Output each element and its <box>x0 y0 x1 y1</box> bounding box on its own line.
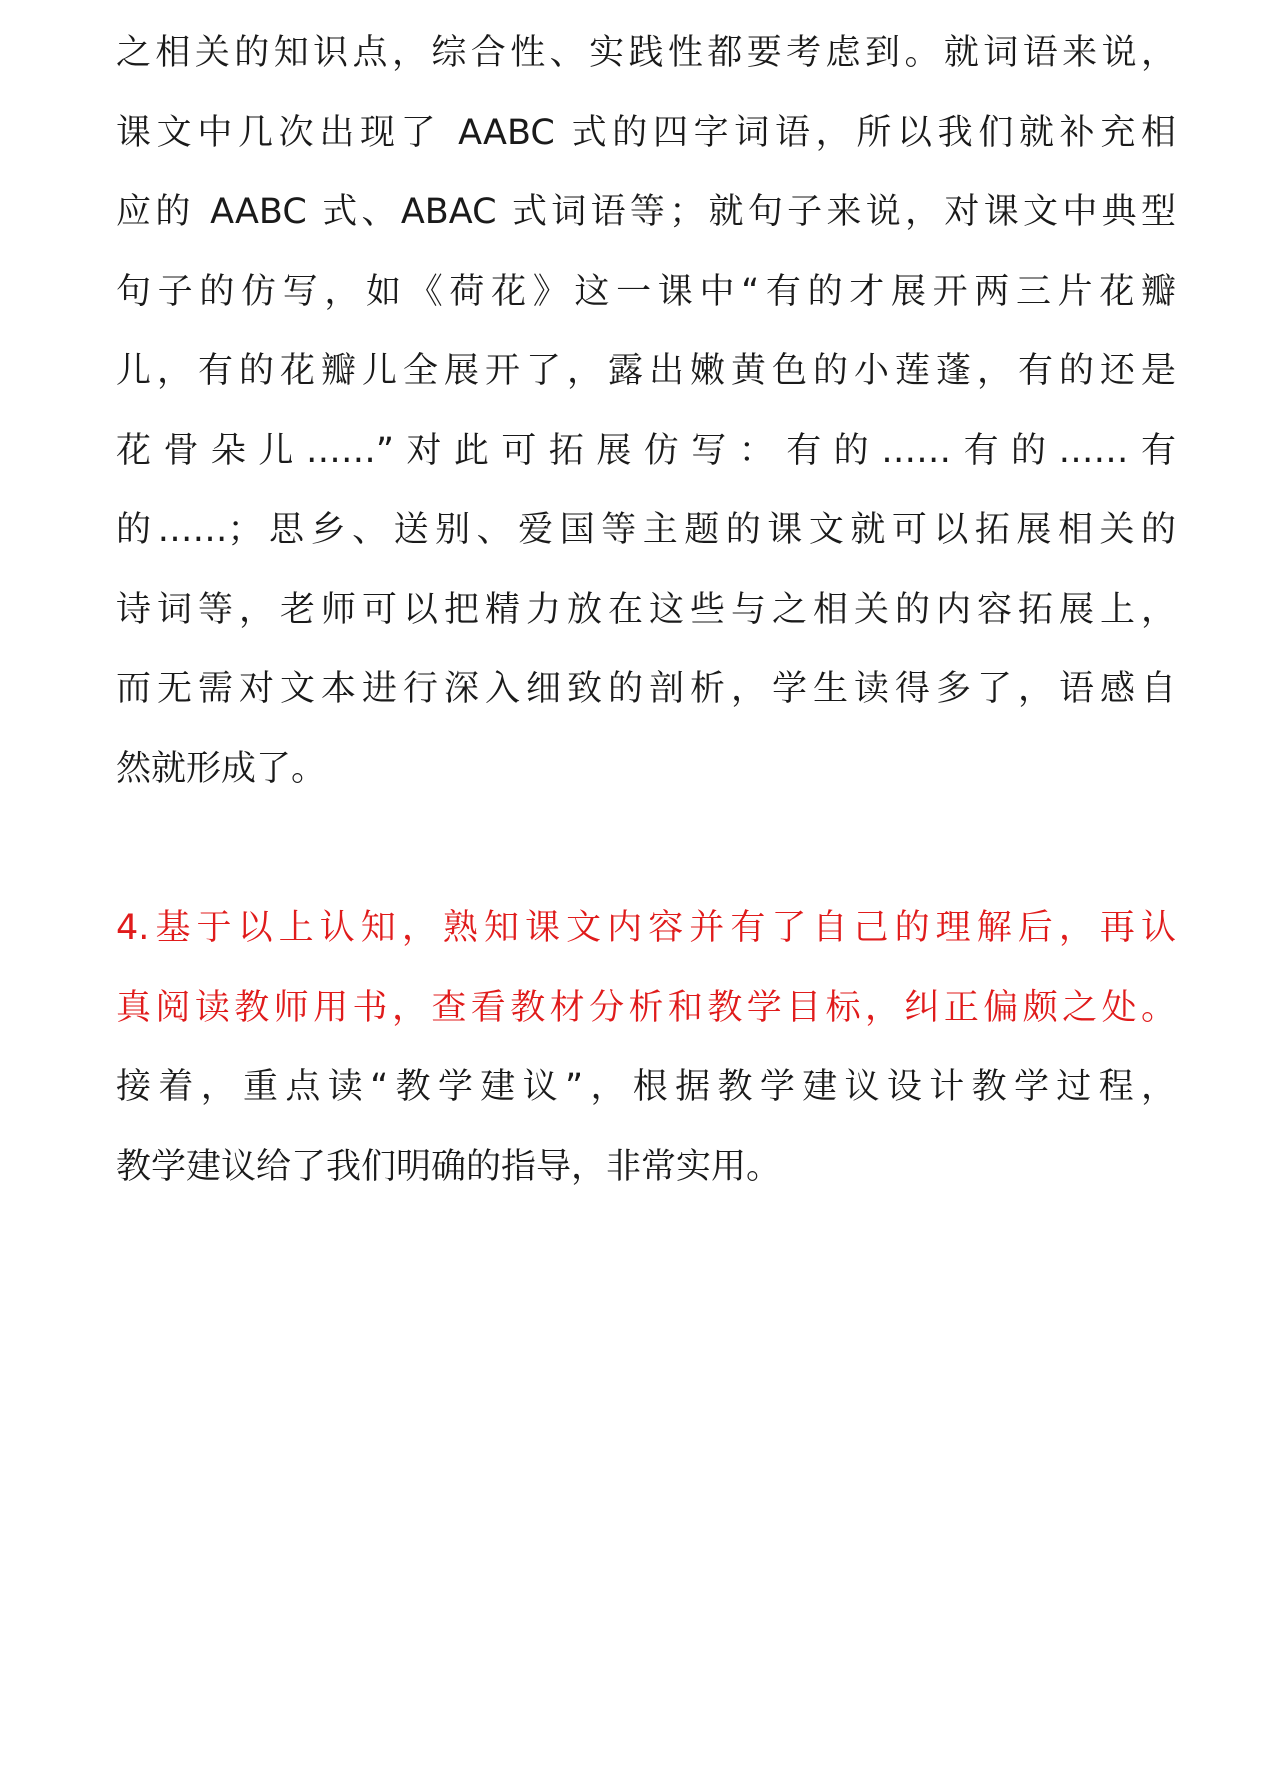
paragraph-spacer <box>116 813 1176 893</box>
text-line: 而无需对文本进行深入细致的剖析，学生读得多了，语感自 <box>116 669 1176 709</box>
document-body <box>116 18 1176 1211</box>
text-line: 接着，重点读“教学建议”，根据教学建议设计教学过程， <box>116 1067 1176 1107</box>
text-line: 儿，有的花瓣儿全展开了，露出嫩黄色的小莲蓬，有的还是 <box>116 351 1176 391</box>
text-line: 然就形成了。 <box>116 748 327 789</box>
highlighted-text-line: 4.基于以上认知，熟知课文内容并有了自己的理解后，再认 <box>116 908 1176 948</box>
text-line: 句子的仿写，如《荷花》这一课中“有的才展开两三片花瓣 <box>116 271 1176 312</box>
text-line: 之相关的知识点，综合性、实践性都要考虑到。就词语来说， <box>116 33 1176 73</box>
text-line: 应的 AABC 式、ABAC 式词语等；就句子来说，对课文中典型 <box>116 192 1176 232</box>
text-line: 诗词等，老师可以把精力放在这些与之相关的内容拓展上， <box>116 589 1176 630</box>
paragraph-1 <box>116 18 1176 813</box>
text-line: 教学建议给了我们明确的指导，非常实用。 <box>116 1146 782 1187</box>
text-line: 花骨朵儿……”对此可拓展仿写：有的……有的……有 <box>116 430 1176 471</box>
highlighted-text-line: 真阅读教师用书，查看教材分析和教学目标，纠正偏颇之处。 <box>116 987 1176 1028</box>
text-line: 课文中几次出现了 AABC 式的四字词语，所以我们就补充相 <box>116 112 1176 153</box>
paragraph-2 <box>116 893 1176 1211</box>
text-line: 的……；思乡、送别、爱国等主题的课文就可以拓展相关的 <box>116 510 1176 550</box>
